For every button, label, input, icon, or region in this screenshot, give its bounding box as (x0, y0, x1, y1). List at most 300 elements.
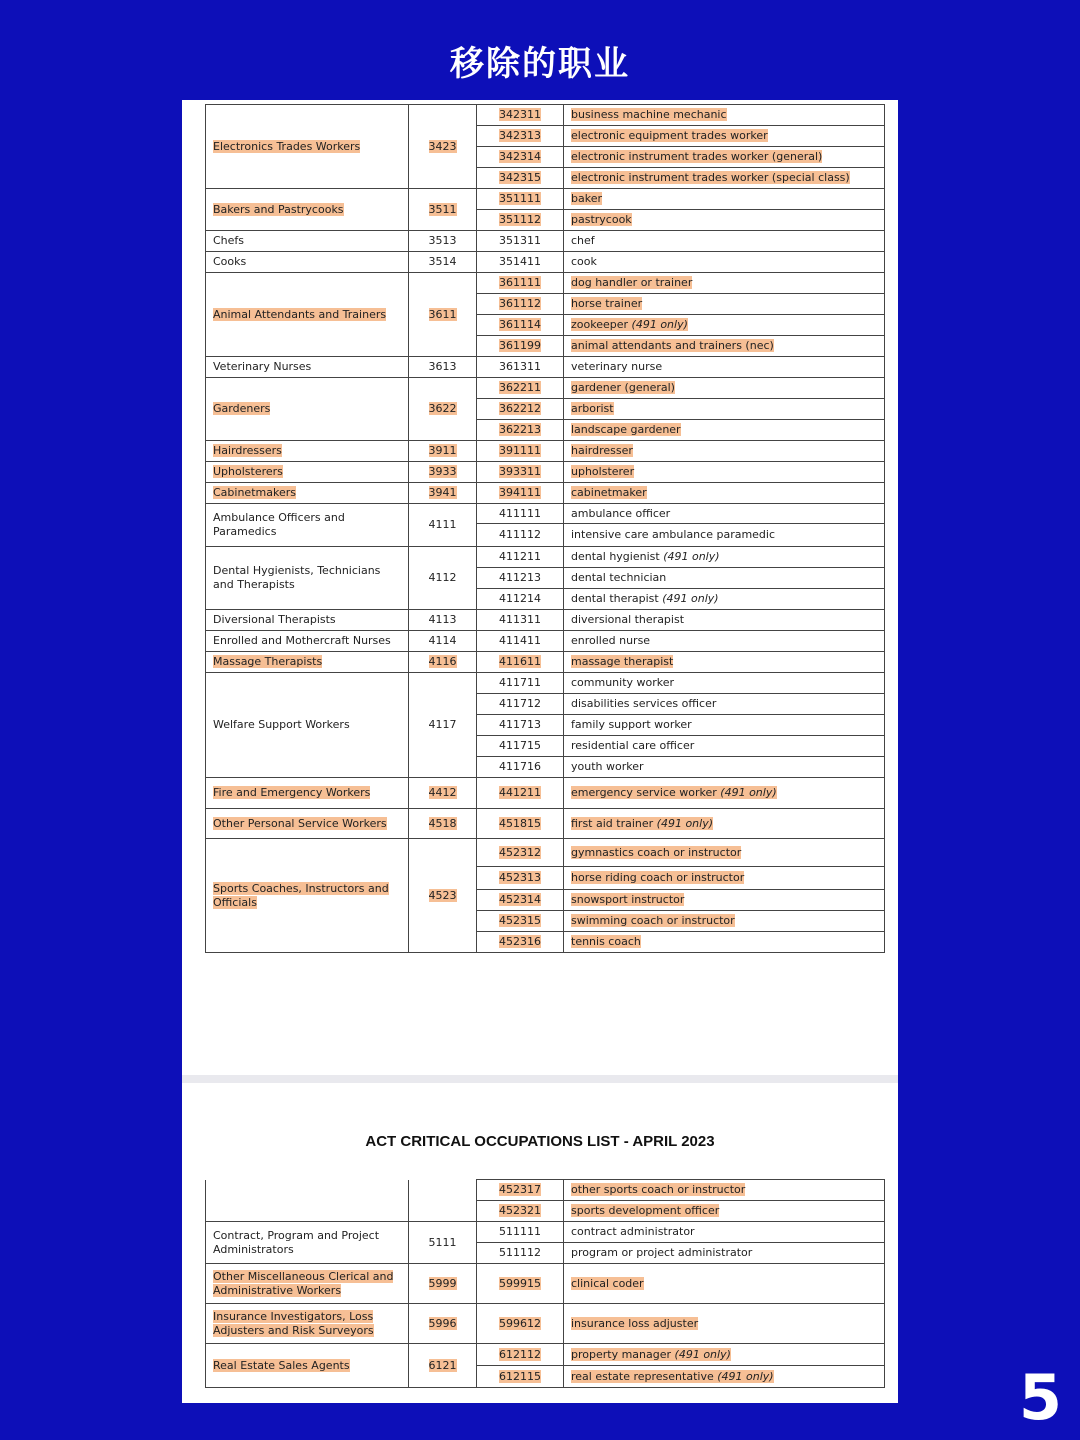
occupation-code-label: 361112 (499, 297, 541, 310)
occupation-title (564, 483, 885, 504)
occupation-code-label: 351112 (499, 213, 541, 226)
unit-group-label: Other Personal Service Workers (213, 816, 387, 830)
occupation-title-text (571, 592, 719, 605)
occupation-code (477, 757, 564, 778)
occupation-code-label: 452313 (499, 871, 541, 884)
occupations-table-continued (205, 1179, 885, 1388)
occupation-title-label: dental technician (571, 571, 667, 584)
unit-group-code-label: 4112 (428, 571, 457, 584)
occupation-title (564, 357, 885, 378)
unit-group-code-label: 6121 (428, 1358, 457, 1372)
occupation-title (564, 1366, 885, 1388)
occupation-code (477, 189, 564, 210)
unit-group-name (206, 189, 409, 231)
table-row (206, 1344, 885, 1366)
table-row (206, 462, 885, 483)
occupation-code (477, 524, 564, 547)
unit-group-name (206, 673, 409, 778)
occupation-title (564, 1344, 885, 1366)
document-page-2 (182, 1083, 898, 1403)
occupation-code-label: 411715 (499, 739, 541, 752)
occupation-title-label: ambulance officer (571, 506, 671, 520)
occupation-code-label: 411711 (499, 676, 541, 689)
occupation-title-label: clinical coder (571, 1276, 644, 1290)
table-row (206, 378, 885, 399)
unit-group-code (409, 483, 477, 504)
occupation-code (477, 399, 564, 420)
page-number: 5 (1018, 1361, 1062, 1434)
unit-group-name (206, 547, 409, 610)
unit-group-code (409, 462, 477, 483)
unit-group-code (409, 357, 477, 378)
occupation-title-label: other sports coach or instructor (571, 1183, 746, 1196)
occupation-code-label: 411713 (499, 718, 541, 731)
unit-group-label: Fire and Emergency Workers (213, 786, 371, 799)
occupation-title-label: diversional therapist (571, 613, 685, 626)
occupation-title-label: arborist (571, 402, 614, 415)
occupation-title (564, 189, 885, 210)
occupation-title (564, 1264, 885, 1304)
occupation-code (477, 273, 564, 294)
occupation-code-label: 452321 (499, 1204, 541, 1217)
unit-group-label: Hairdressers (213, 444, 282, 457)
unit-group-code-label: 3941 (428, 486, 457, 499)
unit-group-code-label: 3611 (428, 307, 457, 321)
occupation-title-label: gymnastics coach or instructor (571, 845, 742, 859)
occupation-title-text (571, 1204, 719, 1217)
table-row (206, 610, 885, 631)
occupation-title-label: property manager (571, 1347, 672, 1361)
occupation-title-label: contract administrator (571, 1225, 695, 1238)
unit-group-code-label: 4412 (428, 786, 457, 799)
table-row (206, 441, 885, 462)
occupation-code (477, 631, 564, 652)
unit-group-label: Cabinetmakers (213, 486, 296, 499)
occupation-code-label: 452314 (499, 893, 541, 906)
unit-group-label: Other Miscellaneous Clerical and Administrative Workers (213, 1269, 394, 1297)
occupation-title-label: intensive care ambulance paramedic (571, 528, 776, 541)
table-row (206, 673, 885, 694)
occupation-code (477, 932, 564, 953)
occupation-title-text (571, 613, 684, 626)
unit-group-name (206, 778, 409, 809)
occupation-code (477, 1222, 564, 1243)
occupation-title (564, 378, 885, 399)
occupation-title (564, 736, 885, 757)
occupation-code (477, 105, 564, 126)
occupation-title-text (571, 444, 633, 457)
occupation-code (477, 210, 564, 231)
unit-group-code (409, 809, 477, 839)
table-row (206, 105, 885, 126)
occupation-title-text (571, 935, 641, 948)
occupation-title (564, 890, 885, 911)
occupation-code (477, 568, 564, 589)
unit-group-name (206, 105, 409, 189)
table-row (206, 357, 885, 378)
occupation-title (564, 589, 885, 610)
occupation-code-label: 411111 (499, 506, 541, 520)
occupation-code (477, 715, 564, 736)
occupation-title (564, 911, 885, 932)
occupation-code (477, 911, 564, 932)
unit-group-code (409, 1222, 477, 1264)
occupation-title-label: chef (571, 234, 595, 247)
occupation-title-label: zookeeper (571, 318, 629, 331)
occupation-title-text (571, 871, 744, 884)
unit-group-code (409, 839, 477, 953)
occupation-title (564, 568, 885, 589)
occupation-code (477, 168, 564, 189)
occupation-code-label: 411712 (499, 697, 541, 710)
unit-group-code-label: 5999 (428, 1276, 457, 1290)
visa-restriction-note: (491 only) (717, 1369, 774, 1383)
occupation-title-text (571, 255, 597, 268)
table-row (206, 1180, 885, 1201)
unit-group-code-label: 3514 (428, 255, 457, 268)
unit-group-name (206, 1344, 409, 1388)
unit-group-code-label: 3613 (428, 360, 457, 373)
occupation-code-label: 599612 (499, 1316, 541, 1330)
unit-group-code (409, 441, 477, 462)
unit-group-name (206, 809, 409, 839)
unit-group-name (206, 483, 409, 504)
occupation-title-label: upholsterer (571, 465, 635, 478)
occupation-code-label: 599915 (499, 1276, 541, 1290)
occupation-title (564, 336, 885, 357)
unit-group-label: Dental Hygienists, Technicians and Therapists (213, 564, 381, 591)
occupation-code-label: 451815 (499, 816, 541, 830)
occupation-code-label: 362212 (499, 402, 541, 415)
unit-group-code-label: 4113 (428, 613, 457, 626)
occupation-title-text (571, 739, 694, 752)
unit-group-name (206, 631, 409, 652)
occupation-title-text (571, 1317, 698, 1330)
unit-group-code (409, 1344, 477, 1388)
table-row (206, 1304, 885, 1344)
occupation-code (477, 462, 564, 483)
unit-group-code (409, 610, 477, 631)
table-row (206, 189, 885, 210)
occupation-title-text (571, 381, 675, 394)
occupation-code (477, 336, 564, 357)
table-row (206, 839, 885, 867)
occupation-title-label: emergency service worker (571, 786, 717, 799)
occupation-code (477, 778, 564, 809)
table-row (206, 1222, 885, 1243)
table-row (206, 483, 885, 504)
unit-group-code-label: 4117 (428, 718, 457, 731)
occupation-code-label: 452316 (499, 935, 541, 948)
occupation-title-text (571, 697, 716, 710)
occupation-title-label: cabinetmaker (571, 486, 647, 499)
occupation-title (564, 610, 885, 631)
occupation-code-label: 342313 (499, 129, 541, 142)
occupation-code-label: 361311 (499, 360, 541, 373)
occupation-code (477, 1366, 564, 1388)
occupation-code (477, 483, 564, 504)
occupation-title-label: electronic instrument trades worker (general) (571, 150, 823, 163)
unit-group-code-label: 4518 (428, 816, 457, 830)
occupation-title-text (571, 1370, 774, 1383)
occupation-title-text (571, 423, 681, 436)
occupation-title-text (571, 213, 632, 226)
unit-group-label: Insurance Investigators, Loss Adjusters and Risk Surveyors (213, 1309, 374, 1337)
unit-group-label: Welfare Support Workers (213, 718, 350, 731)
occupation-title-text (571, 171, 850, 184)
occupation-code-label: 361199 (499, 339, 541, 352)
occupation-title (564, 547, 885, 568)
occupation-title (564, 1304, 885, 1344)
occupation-title (564, 1222, 885, 1243)
occupation-title (564, 694, 885, 715)
occupation-title-label: real estate representative (571, 1369, 714, 1383)
occupation-title (564, 631, 885, 652)
occupation-title-text (571, 550, 720, 563)
occupation-code-label: 612115 (499, 1369, 541, 1383)
occupation-code (477, 589, 564, 610)
unit-group-code (409, 1180, 477, 1222)
occupation-code (477, 673, 564, 694)
occupation-title (564, 652, 885, 673)
occupation-title-text (571, 634, 650, 647)
occupation-title-label: dental hygienist (571, 550, 660, 563)
unit-group-code (409, 631, 477, 652)
occupation-title-text (571, 402, 614, 415)
occupation-title (564, 273, 885, 294)
occupation-title (564, 399, 885, 420)
occupation-title-label: dog handler or trainer (571, 276, 693, 289)
occupation-title-label: veterinary nurse (571, 360, 663, 373)
table-row (206, 547, 885, 568)
document-page-1 (182, 100, 898, 1075)
occupation-code (477, 867, 564, 890)
unit-group-code (409, 231, 477, 252)
occupation-title-text (571, 786, 777, 799)
occupation-title-text (571, 1183, 745, 1196)
unit-group-code (409, 778, 477, 809)
unit-group-name (206, 610, 409, 631)
occupation-title-label: disabilities services officer (571, 697, 717, 710)
unit-group-name (206, 1264, 409, 1304)
occupation-title-text (571, 1348, 731, 1361)
occupation-code (477, 504, 564, 524)
occupation-title-text (571, 817, 713, 830)
unit-group-name (206, 839, 409, 953)
unit-group-name (206, 504, 409, 547)
occupation-title-text (571, 297, 642, 310)
occupation-code (477, 652, 564, 673)
occupation-code (477, 315, 564, 336)
visa-restriction-note: (491 only) (663, 550, 720, 563)
occupation-title-text (571, 192, 602, 205)
occupation-title-text (571, 507, 670, 520)
occupation-title-label: pastrycook (571, 213, 632, 226)
occupation-code (477, 1304, 564, 1344)
occupation-title-label: hairdresser (571, 444, 633, 457)
occupation-title-text (571, 486, 647, 499)
occupation-title-label: electronic equipment trades worker (571, 129, 768, 142)
occupation-title-label: animal attendants and trainers (nec) (571, 339, 774, 352)
unit-group-label: Diversional Therapists (213, 613, 336, 626)
occupation-title-text (571, 1225, 695, 1238)
visa-restriction-note: (491 only) (662, 592, 719, 605)
occupation-title-label: tennis coach (571, 935, 641, 948)
occupation-code-label: 452315 (499, 914, 541, 927)
occupation-title (564, 778, 885, 809)
occupation-title-text (571, 1277, 644, 1290)
occupation-title-label: swimming coach or instructor (571, 914, 735, 927)
occupation-title (564, 294, 885, 315)
unit-group-code-label: 3423 (428, 139, 457, 153)
occupation-code-label: 411411 (499, 634, 541, 647)
occupation-title-text (571, 339, 774, 352)
occupation-code-label: 391111 (499, 444, 541, 457)
occupation-code-label: 342311 (499, 108, 541, 121)
unit-group-code (409, 1264, 477, 1304)
occupation-title-label: horse riding coach or instructor (571, 871, 745, 884)
occupation-title-label: program or project administrator (571, 1246, 753, 1259)
unit-group-label: Upholsterers (213, 465, 283, 478)
occupation-title-text (571, 276, 692, 289)
occupation-title-text (571, 318, 688, 331)
unit-group-code-label: 3511 (428, 202, 457, 216)
unit-group-code (409, 504, 477, 547)
occupation-code (477, 694, 564, 715)
occupation-title-text (571, 150, 822, 163)
occupation-code-label: 351411 (499, 255, 541, 268)
occupation-title (564, 673, 885, 694)
occupation-code-label: 342315 (499, 171, 541, 184)
unit-group-code (409, 1304, 477, 1344)
occupation-title-text (571, 129, 768, 142)
occupation-code (477, 420, 564, 441)
occupation-code (477, 839, 564, 867)
occupation-code-label: 441211 (499, 786, 541, 799)
occupation-code (477, 547, 564, 568)
occupation-code-label: 411311 (499, 613, 541, 626)
occupation-title-label: insurance loss adjuster (571, 1316, 699, 1330)
occupation-title-text (571, 360, 662, 373)
table-row (206, 252, 885, 273)
occupation-code-label: 511111 (499, 1225, 541, 1238)
visa-restriction-note: (491 only) (656, 816, 714, 830)
unit-group-label: Electronics Trades Workers (213, 139, 361, 153)
unit-group-code-label: 3622 (428, 402, 457, 415)
unit-group-name (206, 1304, 409, 1344)
table-row (206, 1264, 885, 1304)
occupation-code-label: 351311 (499, 234, 541, 247)
unit-group-code-label: 3513 (428, 234, 457, 247)
occupation-title (564, 932, 885, 953)
occupation-title-label: horse trainer (571, 297, 643, 310)
occupation-code (477, 1243, 564, 1264)
unit-group-code (409, 273, 477, 357)
occupation-code (477, 1201, 564, 1222)
occupation-title-label: snowsport instructor (571, 893, 685, 906)
occupation-code-label: 452317 (499, 1183, 541, 1196)
occupation-code (477, 231, 564, 252)
table-row (206, 652, 885, 673)
occupation-code (477, 126, 564, 147)
unit-group-name (206, 1180, 409, 1222)
occupation-title-label: massage therapist (571, 655, 674, 668)
occupation-code-label: 411112 (499, 528, 541, 541)
occupation-title-text (571, 914, 735, 927)
occupation-title (564, 210, 885, 231)
table-row (206, 631, 885, 652)
page-divider (182, 1075, 898, 1083)
unit-group-code-label: 3933 (428, 465, 457, 478)
occupation-title-text (571, 760, 644, 773)
occupation-title (564, 524, 885, 547)
occupation-code (477, 736, 564, 757)
occupation-title (564, 504, 885, 524)
occupation-code-label: 411716 (499, 760, 541, 773)
occupation-title-text (571, 893, 684, 906)
occupation-title-text (571, 676, 674, 689)
table-row (206, 231, 885, 252)
occupation-title-text (571, 655, 673, 668)
occupation-code (477, 357, 564, 378)
unit-group-code-label: 4111 (428, 518, 457, 531)
occupation-title-label: family support worker (571, 718, 692, 731)
occupation-title (564, 839, 885, 867)
occupation-title (564, 1180, 885, 1201)
occupation-title (564, 757, 885, 778)
unit-group-label: Gardeners (213, 402, 271, 415)
occupation-title (564, 1243, 885, 1264)
unit-group-code (409, 378, 477, 441)
unit-group-label: Contract, Program and Project Administrators (213, 1228, 380, 1256)
occupation-title (564, 231, 885, 252)
occupations-table (205, 104, 885, 953)
occupation-title-label: electronic instrument trades worker (special class) (571, 171, 850, 184)
unit-group-name (206, 231, 409, 252)
occupation-code-label: 362211 (499, 381, 541, 394)
occupation-code-label: 394111 (499, 486, 541, 499)
occupation-title-text (571, 234, 595, 247)
unit-group-label: Veterinary Nurses (213, 360, 312, 373)
occupation-title (564, 126, 885, 147)
unit-group-name (206, 1222, 409, 1264)
occupation-title-text (571, 465, 634, 478)
occupation-code-label: 411213 (499, 571, 541, 584)
occupation-title (564, 168, 885, 189)
unit-group-label: Sports Coaches, Instructors and Officials (213, 881, 389, 909)
table-row (206, 809, 885, 839)
unit-group-code (409, 652, 477, 673)
occupation-code-label: 411211 (499, 550, 541, 563)
unit-group-code-label: 4114 (428, 634, 457, 647)
occupation-title-text (571, 718, 692, 731)
unit-group-label: Animal Attendants and Trainers (213, 307, 387, 321)
occupation-code (477, 147, 564, 168)
occupation-code-label: 393311 (499, 465, 541, 478)
occupation-title-label: residential care officer (571, 739, 695, 752)
occupation-title (564, 809, 885, 839)
occupation-title-label: sports development officer (571, 1204, 720, 1217)
occupation-title (564, 462, 885, 483)
occupation-code (477, 252, 564, 273)
unit-group-name (206, 357, 409, 378)
unit-group-code (409, 252, 477, 273)
occupation-title (564, 315, 885, 336)
occupation-title-label: youth worker (571, 760, 644, 773)
occupation-code-label: 511112 (499, 1246, 541, 1259)
occupation-title-label: landscape gardener (571, 423, 681, 436)
unit-group-name (206, 273, 409, 357)
